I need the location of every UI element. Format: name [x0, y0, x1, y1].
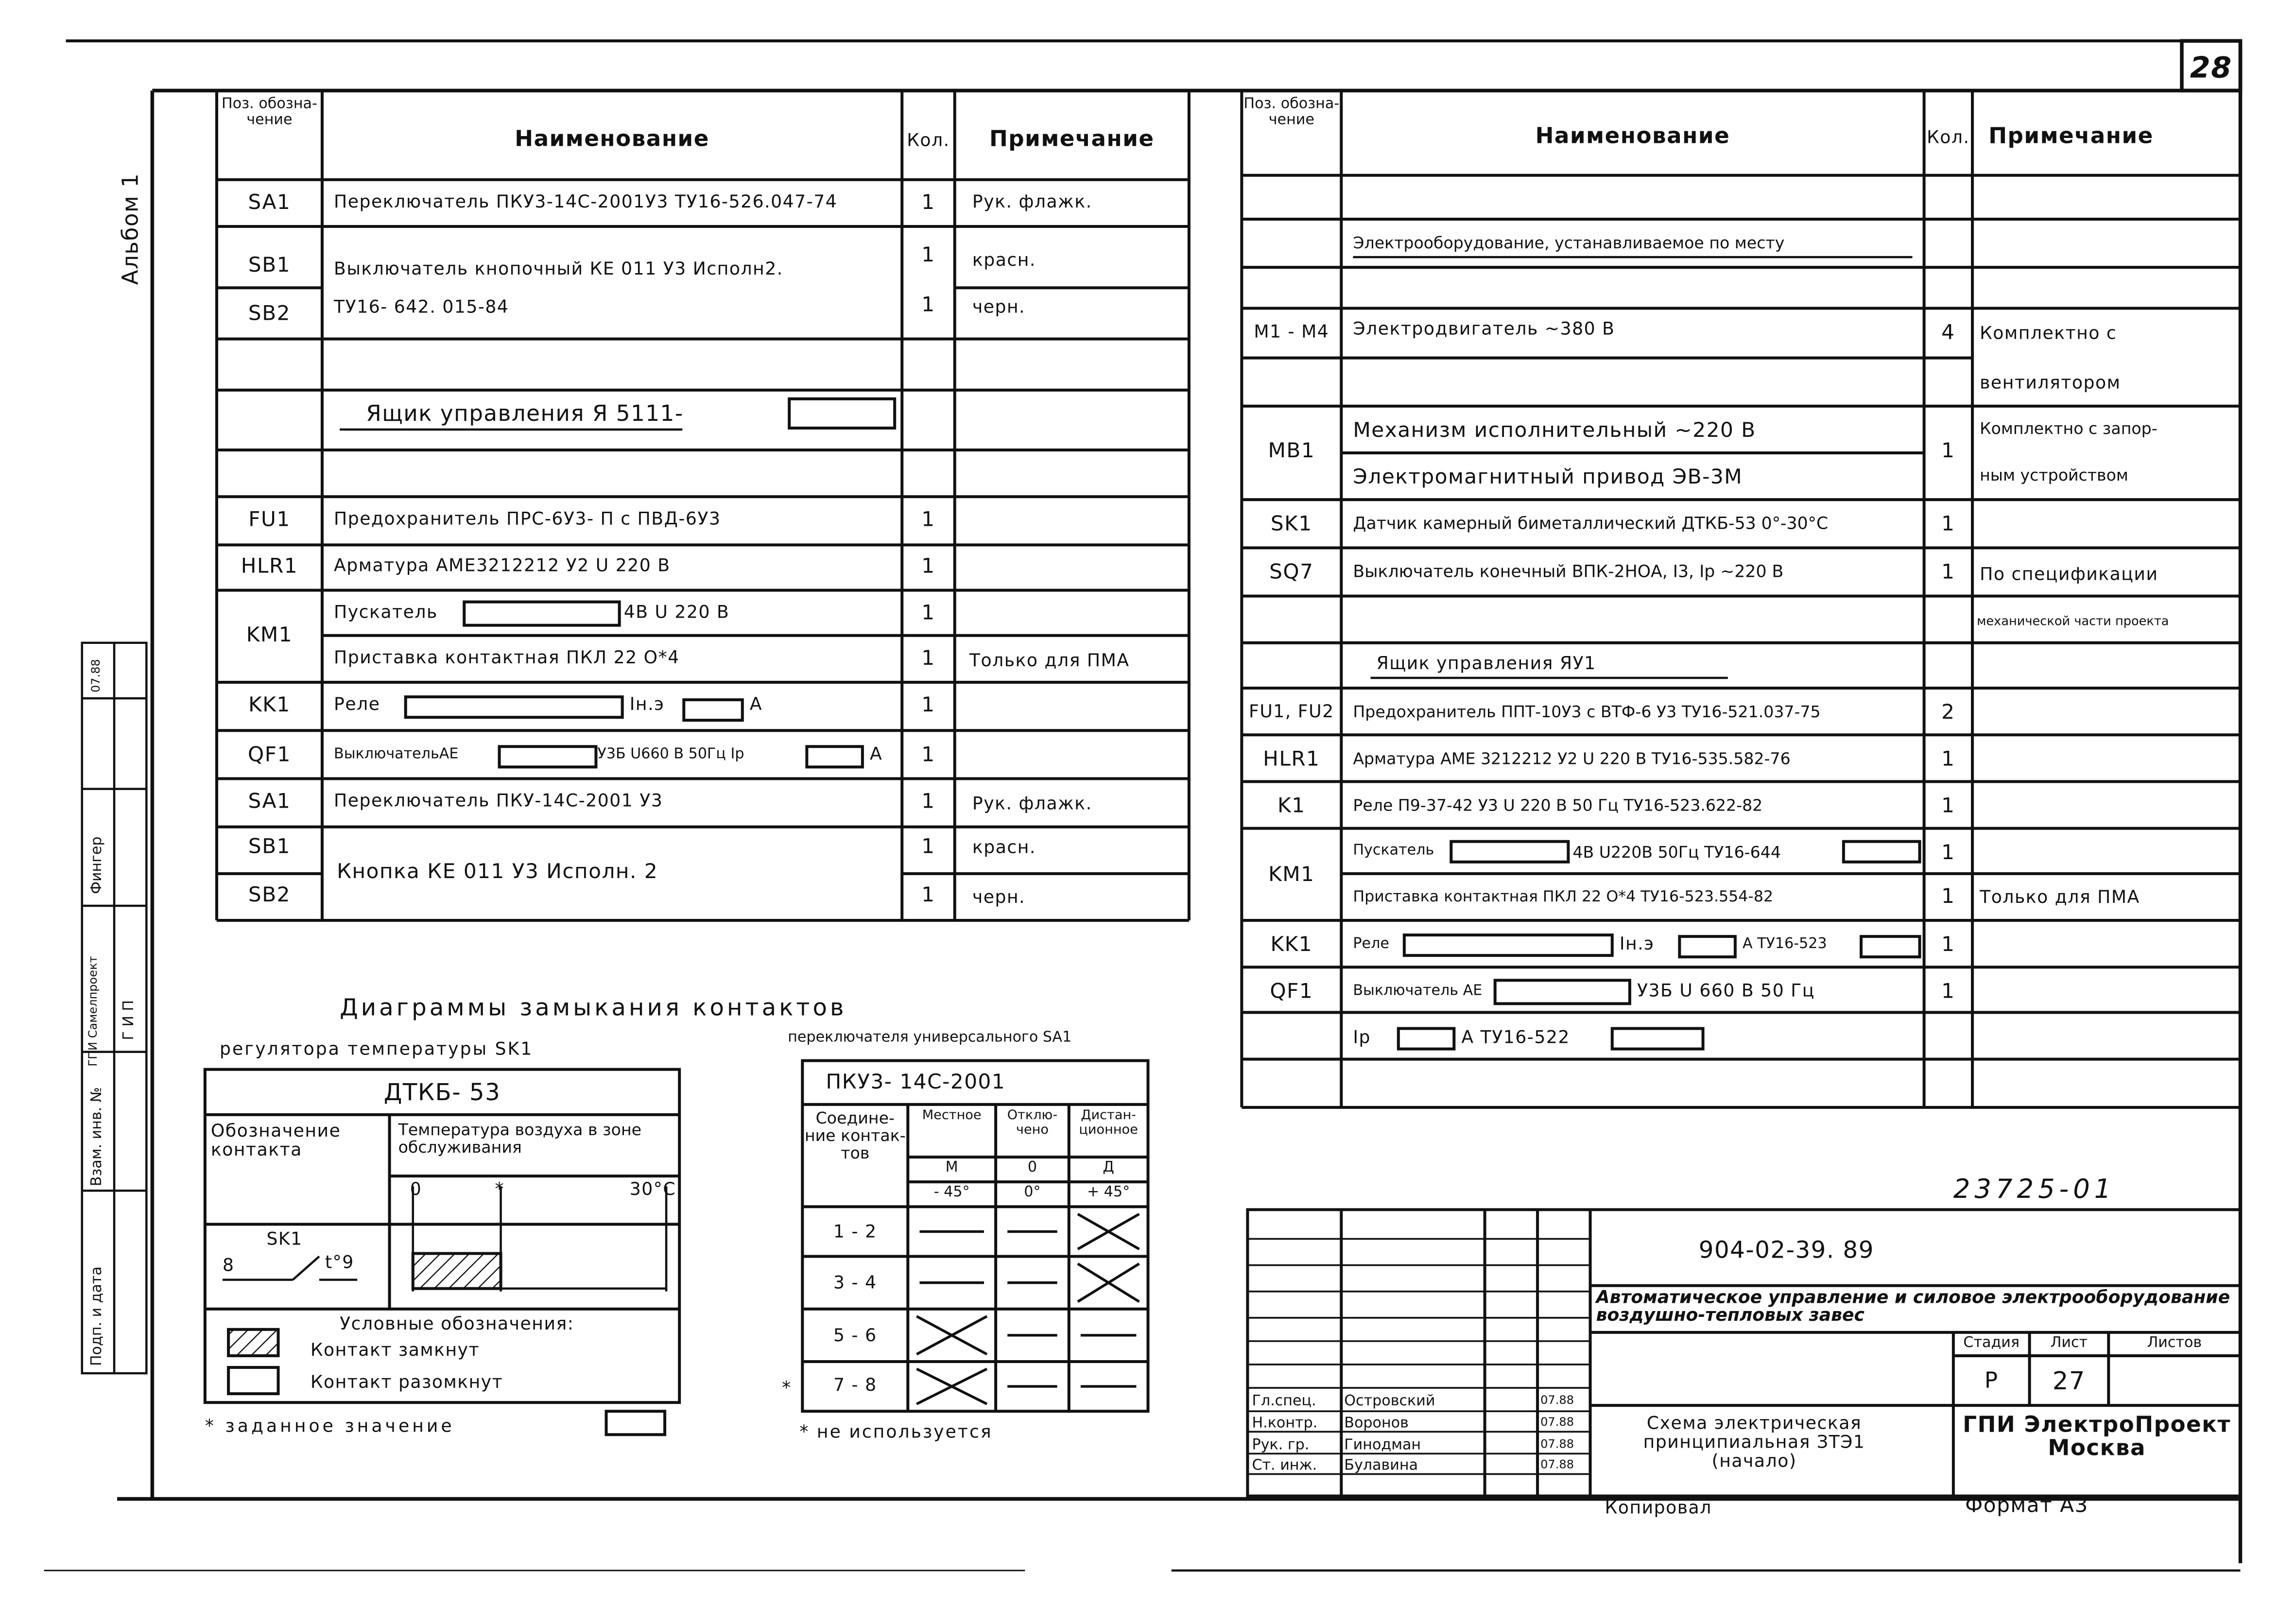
right-cell-name: Реле: [1353, 936, 1389, 953]
left-cell-qty: 1: [921, 508, 935, 532]
switch-mode-angle: - 45°: [933, 1185, 970, 1201]
right-cell-name: Реле П9-37-42 У3 U 220 В 50 Гц ТУ16-523.622-82: [1353, 796, 1763, 815]
right-cell-name-b: А ТУ16-522: [1461, 1027, 1570, 1048]
left-cell-pos: SA1: [248, 790, 291, 814]
left-cell-qty: 1: [921, 883, 935, 907]
staff-name: Островский: [1344, 1394, 1435, 1410]
staff-name: Воронов: [1344, 1416, 1409, 1432]
stamp-field: ГПИ Самелпроект: [86, 956, 100, 1067]
stage-value: Р: [1984, 1367, 1999, 1394]
stamp-field: Фингер: [89, 836, 105, 894]
right-cell-pos: SK1: [1270, 513, 1312, 536]
thermo-col2: Температура воздуха в зоне обслуживания: [398, 1120, 642, 1158]
thermo-scale-start: 0: [410, 1179, 422, 1200]
left-cell-name: Переключатель ПКУ-14С-2001 У3: [334, 790, 663, 811]
right-cell-name: Выключатель конечный ВПК-2НОА, I3, Iр ~220 В: [1353, 561, 1784, 582]
blank-field: [788, 397, 896, 430]
right-cell-pos: SQ7: [1269, 561, 1314, 585]
right-header-name: Наименование: [1535, 122, 1730, 149]
left-cell-name-c: А: [869, 743, 883, 764]
right-cell-note-b: ным устройством: [1980, 466, 2128, 485]
blank-field: [1678, 935, 1737, 958]
left-cell-pos: KK1: [248, 694, 291, 718]
right-cell-pos: MB1: [1268, 439, 1315, 464]
staff-role: Гл.спец.: [1252, 1394, 1316, 1410]
left-cell-name-b: 4В U 220 В: [623, 602, 730, 622]
right-cell-pos: KK1: [1270, 933, 1313, 957]
switch-col-conn: Соедине- ние контак- тов: [804, 1108, 906, 1163]
right-cell-name-b: Iн.э: [1619, 933, 1655, 954]
sheet-label: Лист: [2050, 1335, 2088, 1351]
thermo-model: ДТКБ- 53: [383, 1078, 501, 1106]
blank-field: [1611, 1027, 1705, 1050]
right-cell-note: Только для ПМА: [1980, 886, 2140, 907]
staff-role: Н.контр.: [1252, 1416, 1318, 1432]
thermo-col1: Обозначение контакта: [210, 1120, 341, 1160]
switch-contacts: 7 - 8: [833, 1375, 877, 1396]
staff-date: 07.88: [1540, 1416, 1574, 1429]
switch-mode-angle: 0°: [1024, 1185, 1041, 1201]
right-cell-name-b: Электромагнитный привод ЭВ-3М: [1353, 466, 1743, 490]
blank-field: [463, 601, 621, 627]
right-cell-note: Комплектно с: [1980, 323, 2117, 344]
thermo-contact-left: 8: [223, 1255, 235, 1276]
left-cell-name-c: А: [749, 694, 763, 715]
left-cell-note: Только для ПМА: [969, 650, 1130, 671]
left-cell-name: ТУ16- 642. 015-84: [334, 296, 509, 317]
staff-date: 07.88: [1540, 1437, 1574, 1451]
left-cell-pos: SB1: [248, 254, 291, 278]
blank-field: [1860, 935, 1921, 958]
right-cell-note-b: вентилятором: [1980, 372, 2121, 393]
left-cell-note: Рук. флажк.: [972, 793, 1092, 814]
right-header-pos: Поз. обозна- чение: [1243, 96, 1340, 129]
left-cell-pos: SB2: [248, 883, 291, 907]
right-cell-name: Механизм исполнительный ~220 В: [1353, 419, 1756, 443]
left-section-title: Ящик управления Я 5111-: [366, 400, 684, 427]
sheet-number: 28: [2190, 50, 2232, 85]
left-cell-pos: SB1: [248, 835, 291, 859]
right-cell-name: Пускатель: [1353, 843, 1434, 859]
left-cell-note: Рук. флажк.: [972, 191, 1092, 212]
switch-mode-letter: М: [945, 1160, 958, 1176]
left-cell-name: Предохранитель ПРС-6У3- П с ПВД-6У3: [334, 508, 721, 529]
project-code: 904-02-39. 89: [1698, 1236, 1874, 1264]
blank-field: [404, 695, 624, 719]
left-cell-qty: 1: [921, 743, 935, 767]
left-cell-note: красн.: [972, 250, 1036, 271]
left-cell-note: черн.: [972, 296, 1026, 317]
right-cell-note: Комплектно с запор-: [1980, 419, 2158, 438]
right-cell-name: Приставка контактная ПКЛ 22 О*4 ТУ16-523.554-82: [1353, 888, 1774, 906]
right-cell-qty: 2: [1941, 701, 1955, 725]
right-cell-pos: KM1: [1268, 863, 1315, 887]
right-cell-note: По спецификации: [1980, 564, 2158, 585]
right-cell-qty: 1: [1941, 513, 1955, 536]
left-cell-name-b: Iн.э: [629, 694, 665, 715]
staff-role: Ст. инж.: [1252, 1458, 1317, 1474]
blank-field: [1494, 979, 1631, 1005]
right-cell-name-b: У3Б U 660 В 50 Гц: [1637, 980, 1815, 1001]
blank-field: [1397, 1027, 1456, 1050]
right-cell-pos: QF1: [1270, 980, 1313, 1004]
legend-open: Контакт разомкнут: [310, 1372, 503, 1393]
stamp-field: Г И П: [121, 1000, 138, 1040]
right-section-title-2: Ящик управления ЯУ1: [1376, 653, 1596, 674]
organization: ГПИ ЭлектроПроект Москва: [1963, 1411, 2231, 1461]
right-cell-qty: 1: [1941, 980, 1955, 1004]
right-section-title: Электрооборудование, устанавливаемое по месту: [1353, 234, 1785, 253]
right-cell-qty: 1: [1941, 885, 1955, 909]
blank-field: [1842, 840, 1921, 864]
left-cell-note: черн.: [972, 886, 1026, 907]
right-cell-name: Предохранитель ППТ-10У3 с ВТФ-6 У3 ТУ16-521.037-75: [1353, 703, 1821, 722]
left-cell-name: Реле: [334, 694, 380, 715]
right-cell-note-b: механической части проекта: [1977, 615, 2169, 630]
left-cell-pos: QF1: [248, 743, 291, 767]
left-cell-qty: 1: [921, 647, 935, 671]
switch-mode: Местное: [922, 1108, 982, 1123]
left-cell-qty: 1: [921, 835, 935, 859]
sheet-value: 27: [2052, 1367, 2086, 1397]
left-cell-qty: 1: [921, 602, 935, 625]
left-cell-qty: 1: [921, 694, 935, 718]
switch-contacts: 1 - 2: [833, 1221, 877, 1242]
copied-label: Копировал: [1605, 1497, 1712, 1518]
left-cell-pos: SA1: [248, 191, 291, 215]
left-cell-pos: KM1: [246, 623, 293, 647]
left-cell-qty: 1: [921, 244, 935, 268]
left-header-name: Наименование: [515, 125, 709, 152]
switch-mode-letter: Д: [1103, 1160, 1114, 1176]
switch-mode: Отклю- чено: [1007, 1108, 1058, 1138]
note-set-value: * заданное значение: [205, 1416, 455, 1436]
project-title: Автоматическое управление и силовое электрооборудование воздушно-тепловых завес: [1596, 1287, 2230, 1325]
thermo-subtitle: регулятора температуры SK1: [220, 1038, 534, 1059]
left-cell-name: ВыключательАЕ: [334, 746, 459, 763]
format-label: Формат А3: [1965, 1494, 2089, 1518]
left-cell-name: Кнопка КЕ 011 У3 Исполн. 2: [337, 860, 658, 884]
right-cell-name: Электродвигатель ~380 В: [1353, 318, 1615, 339]
left-header-qty: Кол.: [907, 130, 950, 151]
stamp-field: Подп. и дата: [89, 1266, 105, 1366]
staff-name: Булавина: [1344, 1458, 1418, 1474]
blank-field: [1403, 933, 1614, 957]
left-cell-pos: FU1: [248, 508, 291, 532]
right-cell-name-b: 4В U220В 50Гц ТУ16-644: [1572, 843, 1781, 862]
stamp-field: 07.88: [89, 659, 103, 693]
right-cell-pos: FU1, FU2: [1249, 701, 1334, 722]
blank-field: [805, 745, 864, 768]
right-header-qty: Кол.: [1927, 127, 1970, 148]
switch-mode-letter: 0: [1027, 1160, 1037, 1176]
stage-label: Стадия: [1963, 1335, 2020, 1351]
album-label: Альбом 1: [117, 173, 144, 285]
right-cell-name: Арматура АМЕ 3212212 У2 U 220 В ТУ16-535.582-76: [1353, 749, 1791, 769]
thermo-contact-label: SK1: [266, 1228, 303, 1249]
left-header-pos: Поз. обозна- чение: [222, 96, 317, 129]
right-cell-name: Выключатель АЕ: [1353, 983, 1483, 1000]
switch-subtitle: переключателя универсального SA1: [788, 1030, 1072, 1046]
left-cell-pos: SB2: [248, 302, 291, 326]
left-cell-qty: 1: [921, 191, 935, 215]
right-cell-qty: 1: [1941, 933, 1955, 957]
switch-unused-mark: *: [782, 1378, 792, 1399]
left-cell-qty: 1: [921, 790, 935, 814]
right-cell-name: Датчик камерный биметаллический ДТКБ-53 0°-30°С: [1353, 513, 1829, 534]
thermo-contact-right: t°9: [325, 1252, 354, 1273]
right-cell-qty: 1: [1941, 439, 1955, 464]
right-cell-qty: 4: [1941, 321, 1955, 345]
sheets-label: Листов: [2147, 1335, 2202, 1351]
right-cell-pos: HLR1: [1263, 748, 1320, 772]
right-cell-qty: 1: [1941, 561, 1955, 585]
left-header-note: Примечание: [989, 125, 1155, 152]
left-cell-pos: HLR1: [241, 555, 298, 579]
switch-mode: Дистан- ционное: [1079, 1108, 1138, 1138]
right-cell-qty: 1: [1941, 841, 1955, 865]
switch-model: ПКУ3- 14С-2001: [826, 1071, 1006, 1094]
legend-closed: Контакт замкнут: [310, 1339, 480, 1360]
switch-mode-angle: + 45°: [1087, 1185, 1130, 1201]
left-cell-name: Переключатель ПКУ3-14С-2001У3 ТУ16-526.047-74: [334, 191, 838, 212]
thermo-scale-mark: *: [495, 1179, 505, 1200]
note-unused: * не используется: [799, 1421, 993, 1442]
legend-title: Условные обозначения:: [340, 1313, 574, 1334]
right-header-note: Примечание: [1988, 122, 2154, 149]
left-cell-name: Приставка контактная ПКЛ 22 О*4: [334, 647, 680, 668]
staff-name: Гинодман: [1344, 1437, 1421, 1454]
right-cell-qty: 1: [1941, 748, 1955, 772]
blank-field: [1450, 840, 1570, 864]
staff-date: 07.88: [1540, 1394, 1574, 1407]
right-cell-pos: M1 - M4: [1254, 321, 1329, 342]
switch-contacts: 3 - 4: [833, 1272, 877, 1293]
left-cell-name: Пускатель: [334, 602, 438, 622]
right-cell-name: Iр: [1353, 1027, 1371, 1048]
diagrams-title: Диаграммы замыкания контактов: [340, 993, 847, 1021]
left-cell-name-b: У3Б U660 В 50Гц Iр: [597, 746, 744, 763]
drawing-code: 23725-01: [1953, 1175, 2116, 1206]
thermo-scale-end: 30°С: [629, 1179, 676, 1200]
stamp-field: Взам. инв. №: [89, 1087, 105, 1187]
right-cell-qty: 1: [1941, 795, 1955, 818]
switch-contacts: 5 - 6: [833, 1325, 877, 1346]
right-cell-pos: K1: [1277, 795, 1306, 818]
staff-role: Рук. гр.: [1252, 1437, 1310, 1454]
blank-field: [682, 698, 744, 722]
sheet-title: Схема электрическая принципиальная ЗТЭ1 (начало): [1643, 1413, 1865, 1472]
right-cell-name-c: А ТУ16-523: [1742, 936, 1827, 953]
left-cell-name: Выключатель кнопочный КЕ 011 У3 Исполн2.: [334, 259, 783, 279]
blank-field: [498, 745, 598, 768]
staff-date: 07.88: [1540, 1458, 1574, 1471]
left-cell-qty: 1: [921, 294, 935, 317]
left-cell-name: Арматура АМЕ3212212 У2 U 220 В: [334, 555, 671, 576]
left-cell-qty: 1: [921, 555, 935, 579]
left-cell-note: красн.: [972, 837, 1036, 858]
